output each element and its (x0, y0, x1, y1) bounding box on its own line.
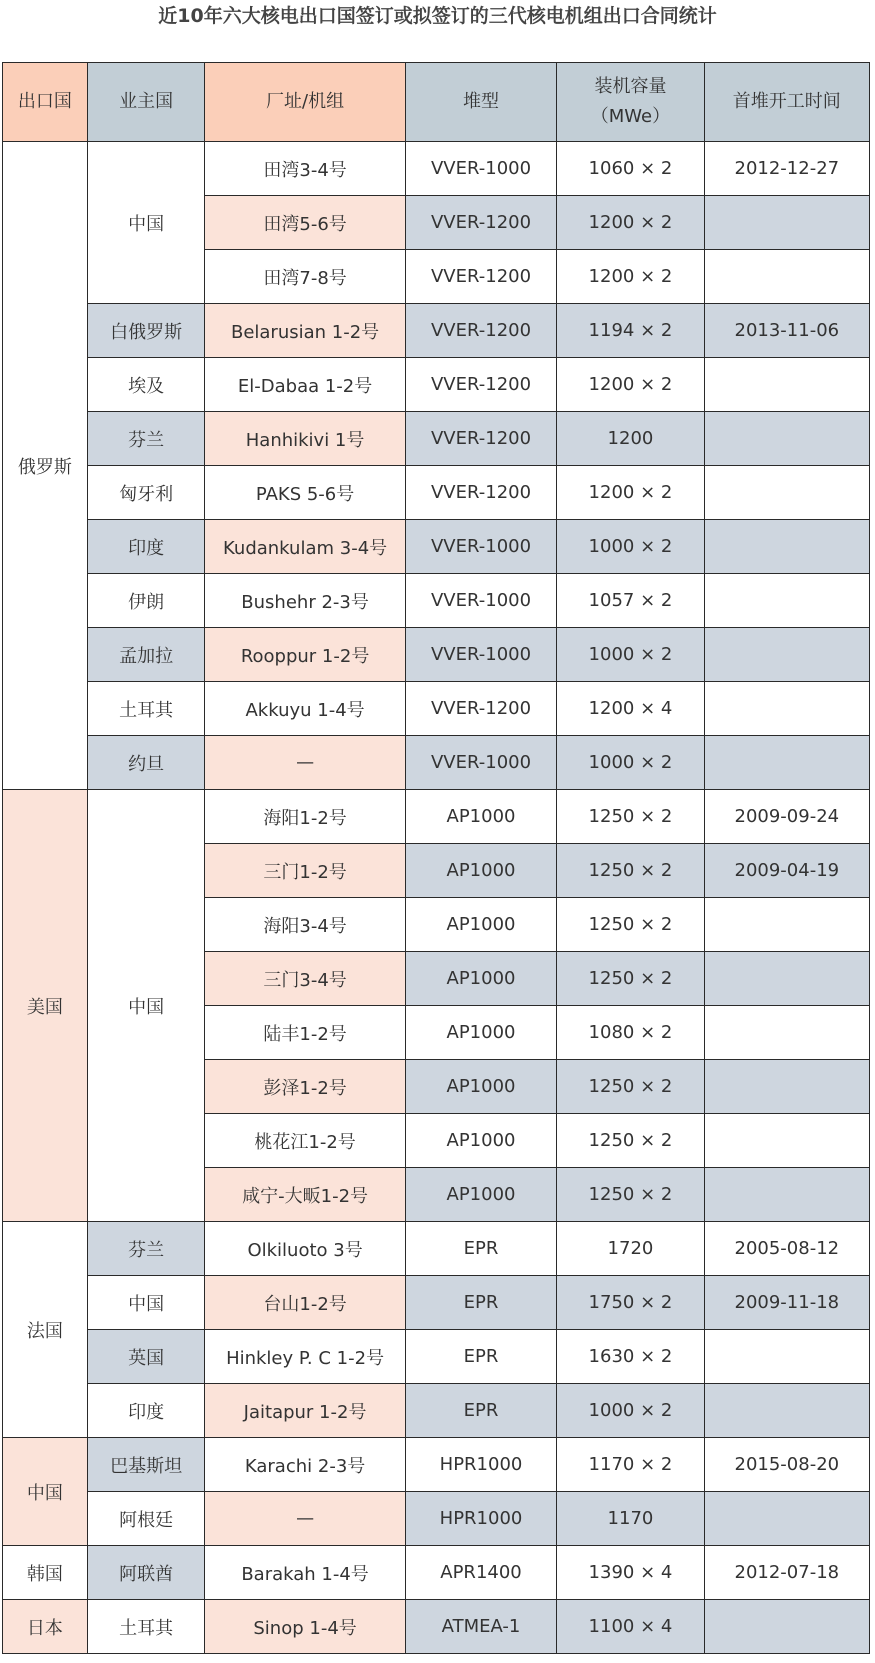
table-row (3, 1492, 870, 1546)
site-cell: 田湾3-4号 (205, 142, 405, 196)
reactor-cell: VVER-1200 (405, 304, 557, 358)
start-date-cell (704, 1168, 869, 1222)
header-start: 首堆开工时间 (704, 63, 869, 142)
site-cell: 咸宁-大畈1-2号 (205, 1168, 405, 1222)
site-cell: Hinkley P. C 1-2号 (205, 1330, 405, 1384)
start-date-cell (704, 682, 869, 736)
reactor-cell: AP1000 (405, 1006, 557, 1060)
exporter-cell: 韩国 (3, 1546, 88, 1600)
capacity-cell: 1100 × 4 (557, 1600, 704, 1654)
header-capacity-unit: （MWe） (590, 106, 671, 127)
table-row (3, 628, 870, 682)
table-row (3, 1546, 870, 1600)
capacity-cell: 1200 × 2 (557, 196, 704, 250)
capacity-cell: 1250 × 2 (557, 952, 704, 1006)
start-date-cell: 2015-08-20 (704, 1438, 869, 1492)
start-date-cell: 2009-11-18 (704, 1276, 869, 1330)
reactor-cell: VVER-1000 (405, 520, 557, 574)
owner-cell: 伊朗 (87, 574, 205, 628)
start-date-cell (704, 196, 869, 250)
table-row (3, 412, 870, 466)
capacity-cell: 1170 × 2 (557, 1438, 704, 1492)
site-cell: Rooppur 1-2号 (205, 628, 405, 682)
header-capacity (557, 63, 704, 142)
start-date-cell (704, 952, 869, 1006)
reactor-cell: VVER-1200 (405, 250, 557, 304)
exporter-cell: 俄罗斯 (3, 142, 88, 790)
header-exporter: 出口国 (3, 63, 88, 142)
table-row (3, 574, 870, 628)
capacity-cell: 1200 × 4 (557, 682, 704, 736)
table-row (3, 466, 870, 520)
reactor-cell: VVER-1000 (405, 736, 557, 790)
capacity-cell: 1250 × 2 (557, 1060, 704, 1114)
capacity-cell: 1000 × 2 (557, 628, 704, 682)
reactor-cell: VVER-1200 (405, 466, 557, 520)
capacity-cell: 1250 × 2 (557, 1168, 704, 1222)
start-date-cell: 2012-07-18 (704, 1546, 869, 1600)
site-cell: 桃花江1-2号 (205, 1114, 405, 1168)
site-cell: Sinop 1-4号 (205, 1600, 405, 1654)
reactor-cell: EPR (405, 1330, 557, 1384)
reactor-cell: AP1000 (405, 898, 557, 952)
capacity-cell: 1250 × 2 (557, 898, 704, 952)
start-date-cell (704, 1330, 869, 1384)
table-row (3, 1222, 870, 1276)
reactor-cell: AP1000 (405, 1060, 557, 1114)
reactor-cell: AP1000 (405, 790, 557, 844)
owner-cell: 阿联酋 (87, 1546, 205, 1600)
capacity-cell: 1200 × 2 (557, 250, 704, 304)
capacity-cell: 1200 × 2 (557, 358, 704, 412)
site-cell: 台山1-2号 (205, 1276, 405, 1330)
exporter-cell: 日本 (3, 1600, 88, 1654)
reactor-cell: AP1000 (405, 1168, 557, 1222)
owner-cell: 中国 (87, 142, 205, 304)
owner-cell: 印度 (87, 520, 205, 574)
start-date-cell (704, 628, 869, 682)
start-date-cell (704, 1492, 869, 1546)
table-row (3, 1438, 870, 1492)
reactor-cell: AP1000 (405, 1114, 557, 1168)
owner-cell: 芬兰 (87, 1222, 205, 1276)
table-row (3, 1600, 870, 1654)
start-date-cell (704, 412, 869, 466)
header-site: 厂址/机组 (205, 63, 405, 142)
start-date-cell (704, 1006, 869, 1060)
owner-cell: 英国 (87, 1330, 205, 1384)
capacity-cell: 1750 × 2 (557, 1276, 704, 1330)
reactor-cell: AP1000 (405, 952, 557, 1006)
site-cell: 三门1-2号 (205, 844, 405, 898)
table-row (3, 142, 870, 196)
owner-cell: 土耳其 (87, 1600, 205, 1654)
start-date-cell (704, 1384, 869, 1438)
page-title: 近10年六大核电出口国签订或拟签订的三代核电机组出口合同统计 (158, 5, 717, 27)
reactor-cell: VVER-1200 (405, 358, 557, 412)
owner-cell: 中国 (87, 1276, 205, 1330)
table-row (3, 1276, 870, 1330)
capacity-cell: 1200 (557, 412, 704, 466)
site-cell: 田湾7-8号 (205, 250, 405, 304)
reactor-cell: AP1000 (405, 844, 557, 898)
start-date-cell (704, 466, 869, 520)
site-cell: Barakah 1-4号 (205, 1546, 405, 1600)
owner-cell: 约旦 (87, 736, 205, 790)
reactor-cell: VVER-1000 (405, 142, 557, 196)
header-owner: 业主国 (87, 63, 205, 142)
site-cell: Bushehr 2-3号 (205, 574, 405, 628)
capacity-cell: 1060 × 2 (557, 142, 704, 196)
capacity-cell: 1000 × 2 (557, 520, 704, 574)
site-cell: 陆丰1-2号 (205, 1006, 405, 1060)
table-row (3, 1330, 870, 1384)
table-row (3, 304, 870, 358)
table-row (3, 1384, 870, 1438)
table-row (3, 736, 870, 790)
start-date-cell (704, 358, 869, 412)
site-cell: 三门3-4号 (205, 952, 405, 1006)
site-cell: — (205, 1492, 405, 1546)
start-date-cell: 2009-09-24 (704, 790, 869, 844)
capacity-cell: 1170 (557, 1492, 704, 1546)
start-date-cell (704, 736, 869, 790)
reactor-cell: VVER-1000 (405, 628, 557, 682)
capacity-cell: 1250 × 2 (557, 844, 704, 898)
site-cell: Hanhikivi 1号 (205, 412, 405, 466)
capacity-cell: 1390 × 4 (557, 1546, 704, 1600)
start-date-cell: 2013-11-06 (704, 304, 869, 358)
reactor-cell: VVER-1200 (405, 412, 557, 466)
reactor-cell: APR1400 (405, 1546, 557, 1600)
table-row (3, 358, 870, 412)
owner-cell: 孟加拉 (87, 628, 205, 682)
capacity-cell: 1630 × 2 (557, 1330, 704, 1384)
start-date-cell: 2005-08-12 (704, 1222, 869, 1276)
site-cell: Kudankulam 3-4号 (205, 520, 405, 574)
site-cell: Akkuyu 1-4号 (205, 682, 405, 736)
capacity-cell: 1000 × 2 (557, 1384, 704, 1438)
owner-cell: 阿根廷 (87, 1492, 205, 1546)
header-reactor: 堆型 (405, 63, 557, 142)
site-cell: 彭泽1-2号 (205, 1060, 405, 1114)
start-date-cell (704, 1114, 869, 1168)
owner-cell: 埃及 (87, 358, 205, 412)
reactor-cell: VVER-1200 (405, 196, 557, 250)
reactor-cell: VVER-1200 (405, 682, 557, 736)
owner-cell: 巴基斯坦 (87, 1438, 205, 1492)
site-cell: Olkiluoto 3号 (205, 1222, 405, 1276)
capacity-cell: 1250 × 2 (557, 790, 704, 844)
reactor-cell: EPR (405, 1276, 557, 1330)
site-cell: Belarusian 1-2号 (205, 304, 405, 358)
owner-cell: 印度 (87, 1384, 205, 1438)
reactor-cell: EPR (405, 1384, 557, 1438)
capacity-cell: 1200 × 2 (557, 466, 704, 520)
start-date-cell: 2009-04-19 (704, 844, 869, 898)
capacity-cell: 1250 × 2 (557, 1114, 704, 1168)
owner-cell: 土耳其 (87, 682, 205, 736)
capacity-cell: 1080 × 2 (557, 1006, 704, 1060)
table-row (3, 520, 870, 574)
start-date-cell: 2012-12-27 (704, 142, 869, 196)
capacity-cell: 1720 (557, 1222, 704, 1276)
site-cell: Karachi 2-3号 (205, 1438, 405, 1492)
site-cell: Jaitapur 1-2号 (205, 1384, 405, 1438)
table-row (3, 790, 870, 844)
exporter-cell: 中国 (3, 1438, 88, 1546)
exporter-cell: 美国 (3, 790, 88, 1222)
capacity-cell: 1000 × 2 (557, 736, 704, 790)
start-date-cell (704, 574, 869, 628)
start-date-cell (704, 250, 869, 304)
site-cell: El-Dabaa 1-2号 (205, 358, 405, 412)
owner-cell: 中国 (87, 790, 205, 1222)
contracts-table (2, 62, 870, 1654)
site-cell: 田湾5-6号 (205, 196, 405, 250)
site-cell: 海阳1-2号 (205, 790, 405, 844)
owner-cell: 白俄罗斯 (87, 304, 205, 358)
start-date-cell (704, 1060, 869, 1114)
start-date-cell (704, 1600, 869, 1654)
site-cell: 海阳3-4号 (205, 898, 405, 952)
reactor-cell: ATMEA-1 (405, 1600, 557, 1654)
site-cell: PAKS 5-6号 (205, 466, 405, 520)
owner-cell: 芬兰 (87, 412, 205, 466)
table-header-row (3, 63, 870, 142)
capacity-cell: 1057 × 2 (557, 574, 704, 628)
owner-cell: 匈牙利 (87, 466, 205, 520)
header-capacity-label: 装机容量 (594, 76, 667, 97)
reactor-cell: HPR1000 (405, 1438, 557, 1492)
reactor-cell: VVER-1000 (405, 574, 557, 628)
exporter-cell: 法国 (3, 1222, 88, 1438)
site-cell: — (205, 736, 405, 790)
capacity-cell: 1194 × 2 (557, 304, 704, 358)
start-date-cell (704, 898, 869, 952)
table-row (3, 682, 870, 736)
reactor-cell: HPR1000 (405, 1492, 557, 1546)
start-date-cell (704, 520, 869, 574)
reactor-cell: EPR (405, 1222, 557, 1276)
